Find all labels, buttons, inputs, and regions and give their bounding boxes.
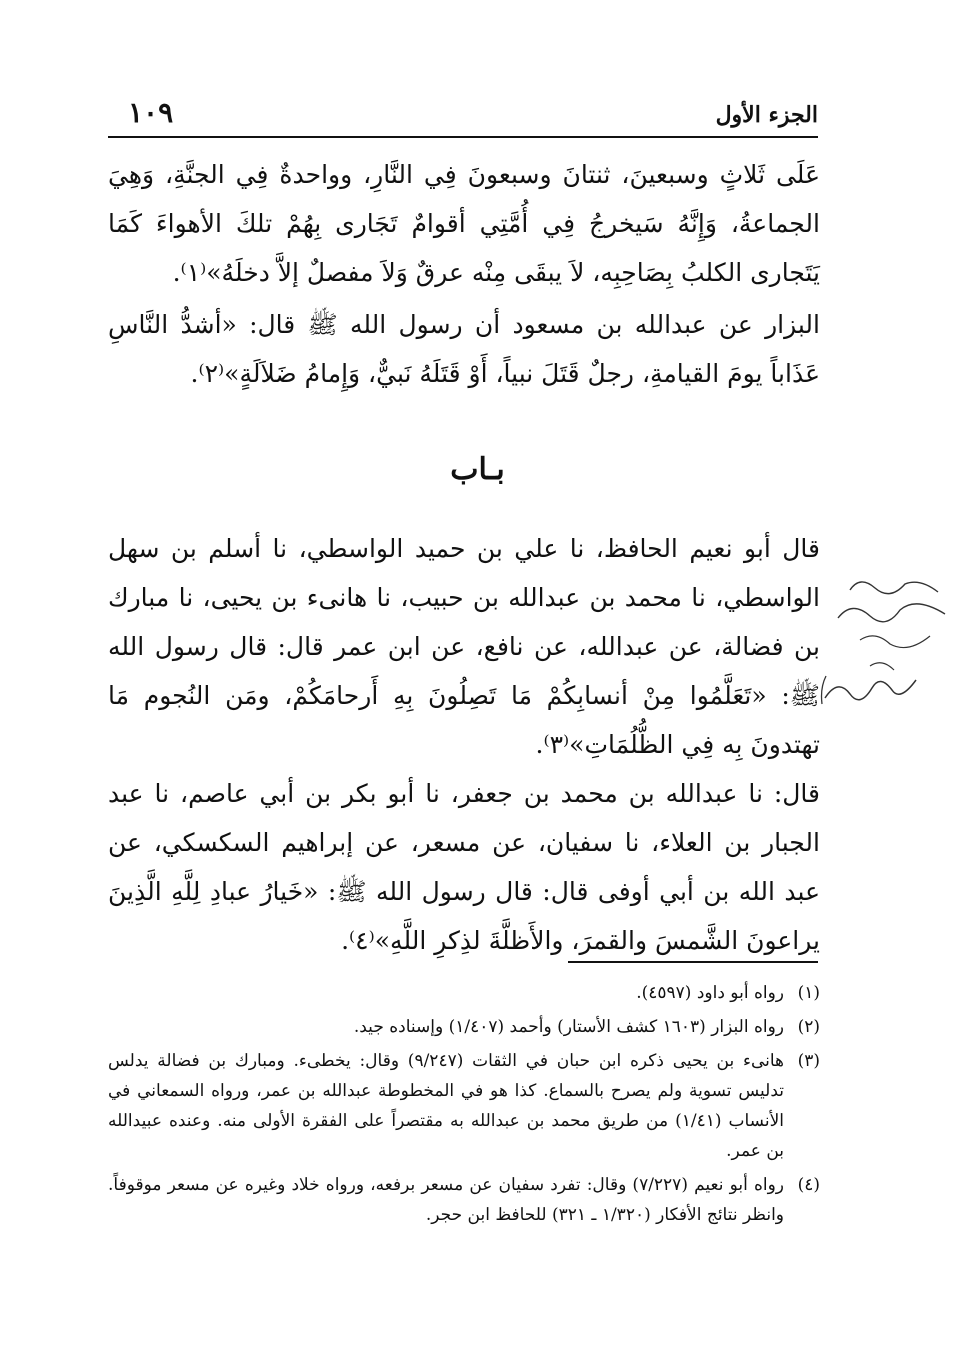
footnote-text: رواه أبو نعيم (٧/٢٢٧) وقال: تفرد سفيان عن مسعر برفعه، ورواه خلاد وغيره عن مسعر موقوفاً. وانظر نتائج الأفكار (١/٣٢٠ ـ ٣٢١) للحافظ ابن حجر. [108, 1175, 784, 1225]
footnotes [108, 978, 820, 1234]
paragraph-abu-nuaym-hadith: قال أبو نعيم الحافظ، نا علي بن حميد الواسطي، نا أسلم بن سهل الواسطي، نا محمد بن عبدالله بن حبيب، نا هانىء بن يحيى، نا مبارك بن فضالة، عن عبدالله، عن نافع، عن ابن عمر قال: قال رسول الله ﷺ: «تَعَلَّمُوا مِنْ أنسابِكُمْ مَا تَصِلُونَ بِهِ أَرحامَكُمْ، ومَن النُجوم مَا تهتدونَ بِه فِي الظُّلُمَاتِ»⁽٣⁾. [108, 534, 820, 759]
paragraph-bazzar-hadith: البزار عن عبدالله بن مسعود أن رسول الله ﷺ قال: «أشدُّ النَّاسِ عَذَاباً يومَ القيامةِ، رجلٌ قَتَلَ نبياً، أَوْ قَتَلَهُ نَبيٌّ، وَإِمامُ ضَلاَلَةٍ»⁽٢⁾. [108, 310, 821, 388]
paragraph-ibn-abi-awfa-hadith: قال: نا عبدالله بن محمد بن جعفر، نا أبو بكر بن أبي عاصم، نا عبد الجبار بن العلاء، نا سفيان، عن مسعر، عن إبراهيم السكسكي، عن عبد الله بن أبي أوفى قال: قال رسول الله ﷺ: «خَيارُ عبادِ لِلَّهِ الَّذِينَ يراعونَ الشَّمسَ والقمرَ، والأَظلَّةَ لذِكرِ اللَّهِ»⁽٤⁾. [108, 779, 820, 955]
footnote-text: رواه أبو داود (٤٥٩٧). [636, 983, 784, 1003]
footnote-item [108, 1170, 820, 1230]
footnote-text: هانىء بن يحيى ذكره ابن حبان في الثقات (٩/٢٤٧) وقال: يخطىء. ومبارك بن فضالة يدلس تدليس تسوية ولم يصرح بالسماع. كذا هو في المخطوطة عبدالله بن عمر، ورواه السمعاني في الأنساب (١/٤١) من طريق محمد بن عبدالله به مقتصراً على الفقرة الأولى منه. وعنده عبيدالله بن عمر. [108, 1051, 784, 1161]
footnote-number: (٢) [797, 1017, 820, 1037]
section-heading: بـاب [450, 452, 505, 487]
footnote-text: رواه البزار (١٦٠٣ كشف الأستار) وأحمد (١/٤٠٧) وإسناده جيد. [353, 1017, 784, 1037]
footnote-item [108, 978, 820, 1008]
page-number: ١٠٩ [128, 96, 174, 129]
running-header [108, 92, 818, 138]
paragraph-hadith-sects: عَلَى ثَلاثٍ وسبعينَ، ثنتانَ وسبعونَ فِي النَّارِ، وواحدةٌ فِي الجنَّةِ، وَهِيَ الجماعةُ، وَإِنَّهُ سَيخرجُ فِي أُمَّتِي أقوامٌ تَجَارى بِهُمْ تلكَ الأهواءَ كَمَا يَتَجارى الكلبُ بِصَاحِبِه، لاَ يبقَى مِنْه عرقٌ وَلاَ مفصلٌ إلاَّ دخلَهُ»⁽١⁾. [108, 160, 820, 287]
footnote-number: (٣) [797, 1051, 820, 1071]
handwritten-margin-note [820, 570, 955, 730]
footnote-number: (١) [797, 983, 820, 1003]
footnote-item [108, 1046, 820, 1166]
footnote-item [108, 1012, 820, 1042]
footnote-number: (٤) [797, 1175, 820, 1195]
footnote-separator [568, 961, 818, 963]
running-header-title: الجزء الأول [715, 102, 818, 128]
